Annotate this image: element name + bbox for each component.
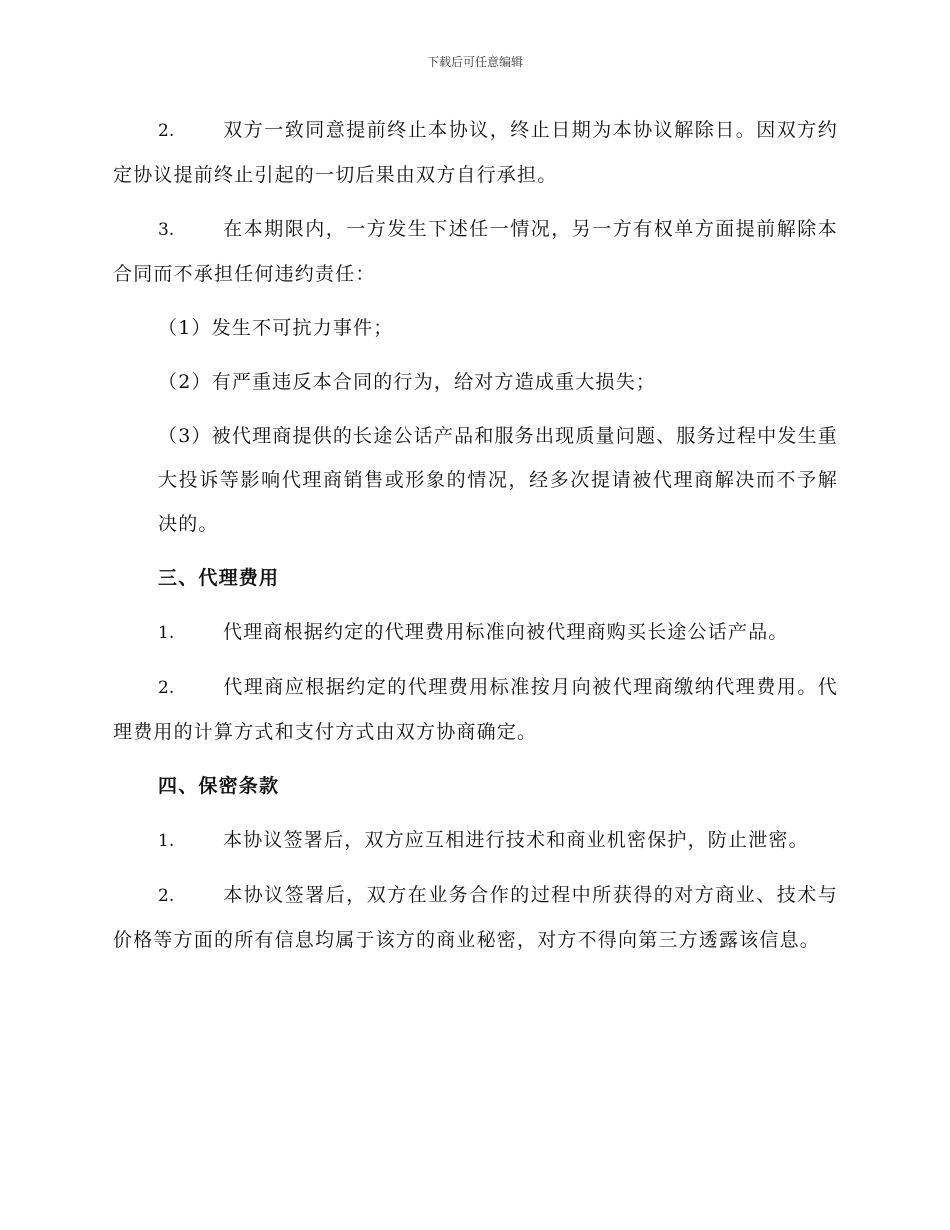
document-body xyxy=(113,108,838,972)
confidentiality-clause-2 xyxy=(113,873,838,962)
confidentiality-clause-1 xyxy=(113,818,838,863)
fee-clause-1 xyxy=(113,610,838,655)
clause-3 xyxy=(113,207,838,296)
page-header: 下载后可任意编辑 xyxy=(426,55,523,69)
clause-2 xyxy=(113,108,838,197)
clause-number: 1. xyxy=(158,831,175,851)
clause-number: 1. xyxy=(158,623,175,643)
clause-number: 2. xyxy=(158,121,175,141)
clause-number: 3. xyxy=(158,220,175,240)
clause-text: 代理商根据约定的代理费用标准向被代理商购买长途公话产品。 xyxy=(223,621,789,643)
clause-text: 双方一致同意提前终止本协议，终止日期为本协议解除日。因双方约定协议提前终止引起的一切后果由双方自行承担。 xyxy=(113,119,838,186)
clause-number: 2. xyxy=(158,886,175,906)
clause-text: 本协议签署后，双方在业务合作的过程中所获得的对方商业、技术与价格等方面的所有信息均属于该方的商业秘密，对方不得向第三方透露该信息。 xyxy=(113,884,838,951)
section-heading-confidentiality: 四、保密条款 xyxy=(158,775,280,797)
sub-item-3: （3）被代理商提供的长途公话产品和服务出现质量问题、服务过程中发生重大投诉等影响代理商销售或形象的情况，经多次提请被代理商解决而不予解决的。 xyxy=(158,425,838,535)
clause-text: 在本期限内，一方发生下述任一情况，另一方有权单方面提前解除本合同而不承担任何违约责任： xyxy=(113,218,838,285)
clause-text: 本协议签署后，双方应互相进行技术和商业机密保护，防止泄密。 xyxy=(223,829,809,851)
clause-number: 2. xyxy=(158,678,175,698)
sub-item-2: （2）有严重违反本合同的行为，给对方造成重大损失； xyxy=(158,371,657,393)
fee-clause-2 xyxy=(113,665,838,754)
sub-item-1: （1）发生不可抗力事件； xyxy=(158,317,394,339)
clause-text: 代理商应根据约定的代理费用标准按月向被代理商缴纳代理费用。代理费用的计算方式和支付方式由双方协商确定。 xyxy=(113,676,838,743)
section-heading-agency-fees: 三、代理费用 xyxy=(158,567,280,589)
